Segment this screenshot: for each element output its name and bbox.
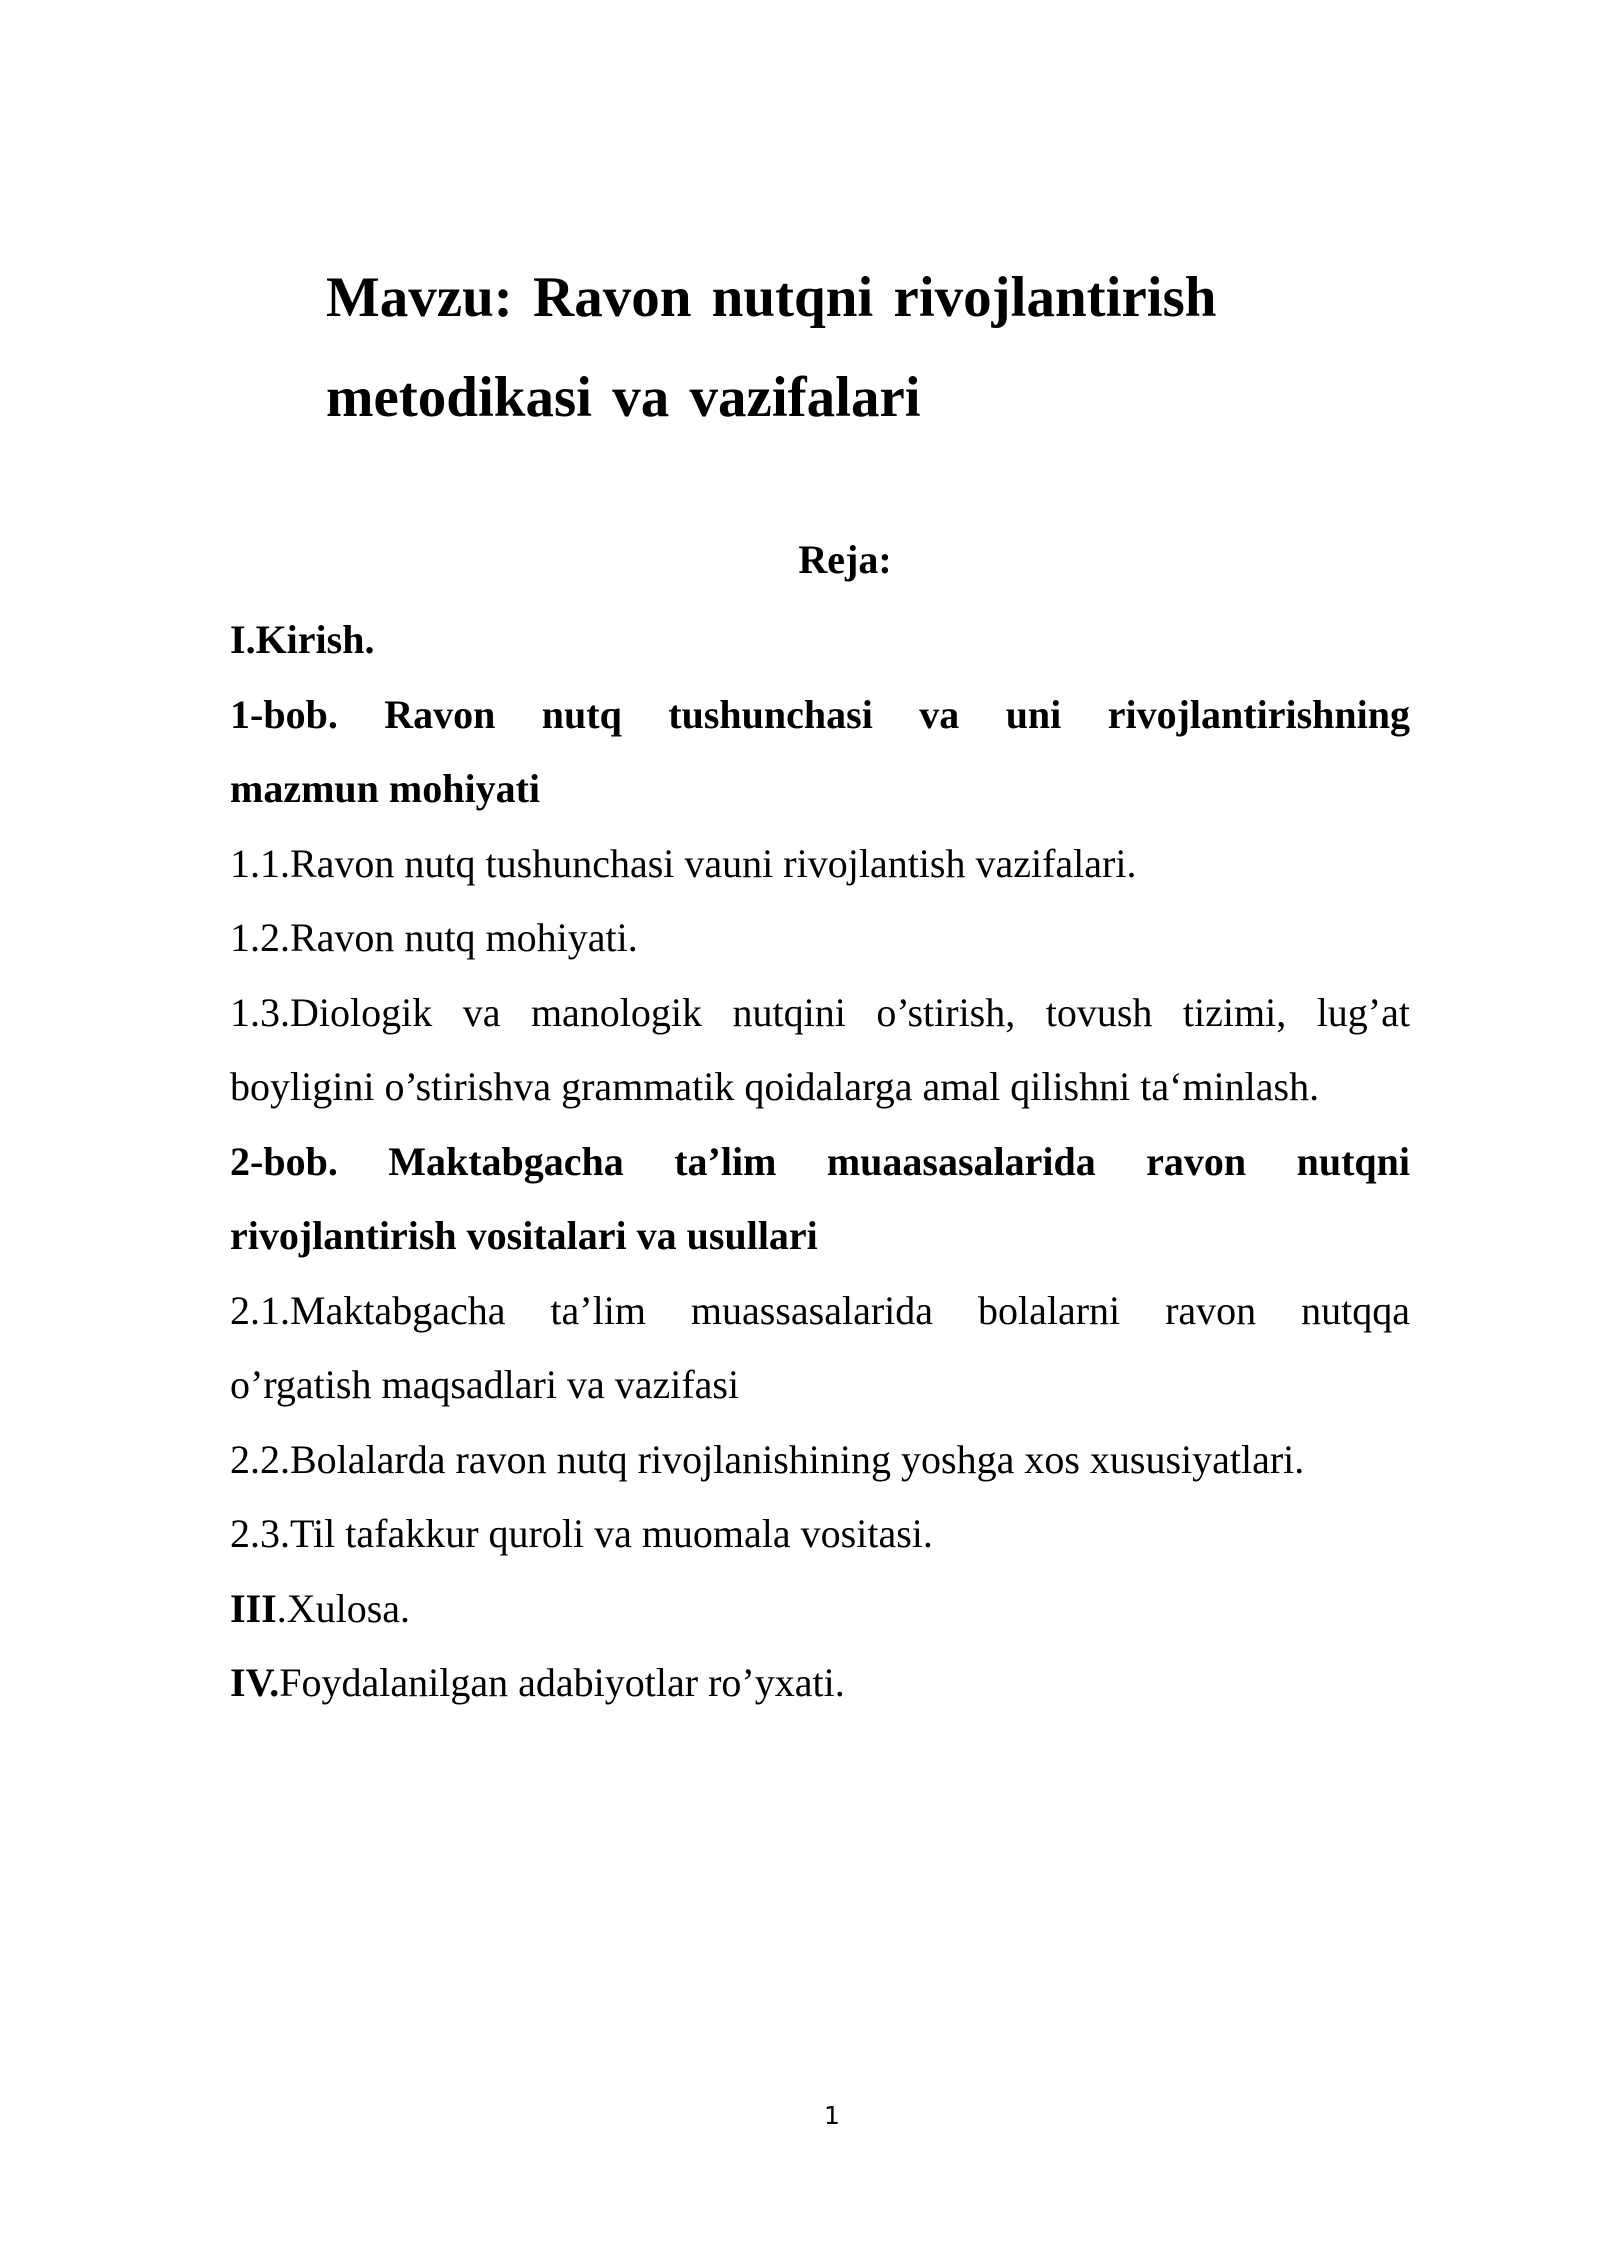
item-2-3-text: 2.3.Til tafakkur quroli va muomala vositasi. bbox=[230, 1511, 933, 1556]
toc-item-1-1 bbox=[230, 827, 1410, 902]
toc-chapter-1 bbox=[230, 678, 1410, 827]
references-text: Foydalanilgan adabiyotlar ro’yxati. bbox=[279, 1660, 845, 1705]
toc-item-1-3 bbox=[230, 976, 1410, 1125]
toc-item-2-1 bbox=[230, 1274, 1410, 1423]
references-numeral: IV. bbox=[230, 1660, 280, 1705]
toc-references bbox=[230, 1646, 1410, 1721]
conclusion-numeral: III bbox=[230, 1585, 277, 1631]
toc-chapter-2 bbox=[230, 1125, 1410, 1274]
plan-heading: Reja: bbox=[798, 537, 892, 582]
conclusion-text: .Xulosa. bbox=[276, 1585, 411, 1631]
title-line-2: metodikasi va vazifalari bbox=[326, 366, 921, 429]
toc-item-2-3 bbox=[230, 1497, 1410, 1572]
item-1-1-text: 1.1.Ravon nutq tushunchasi vauni rivojlantish vazifalari. bbox=[230, 840, 1137, 886]
page-number: 1 bbox=[824, 2101, 840, 2130]
toc-conclusion bbox=[230, 1572, 1410, 1647]
item-2-1-line-2: o’rgatish maqsadlari va vazifasi bbox=[230, 1362, 740, 1407]
item-1-3-line-1: 1.3.Diologik va manologik nutqini o’stirish, tovush tizimi, lug’at bbox=[230, 989, 1410, 1035]
chapter-2-line-2: rivojlantirish vositalari va usullari bbox=[230, 1213, 818, 1258]
table-of-contents bbox=[230, 603, 1410, 1721]
chapter-2-line-1: 2-bob. Maktabgacha ta’lim muaasasalarida ravon nutqni bbox=[230, 1138, 1410, 1184]
toc-item-1-2 bbox=[230, 901, 1410, 976]
item-1-3-line-2: boyligini o’stirishva grammatik qoidalarga amal qilishni ta‘minlash. bbox=[230, 1064, 1320, 1109]
item-2-2-text: 2.2.Bolalarda ravon nutq rivojlanishining yoshga xos xususiyatlari. bbox=[230, 1436, 1305, 1482]
toc-intro bbox=[230, 603, 1410, 678]
document-title bbox=[326, 248, 1376, 448]
chapter-1-line-2: mazmun mohiyati bbox=[230, 766, 540, 811]
item-2-1-line-1: 2.1.Maktabgacha ta’lim muassasalarida bolalarni ravon nutqqa bbox=[230, 1287, 1410, 1333]
conclusion-line bbox=[230, 1572, 1410, 1647]
toc-intro-text: I.Kirish. bbox=[230, 617, 375, 662]
toc-item-2-2 bbox=[230, 1423, 1410, 1498]
references-line bbox=[230, 1646, 1410, 1721]
title-line-1: Mavzu: Ravon nutqni rivojlantirish bbox=[326, 266, 1217, 329]
item-1-2-text: 1.2.Ravon nutq mohiyati. bbox=[230, 915, 638, 960]
chapter-1-line-1: 1-bob. Ravon nutq tushunchasi va uni rivojlantirishning bbox=[230, 691, 1410, 737]
